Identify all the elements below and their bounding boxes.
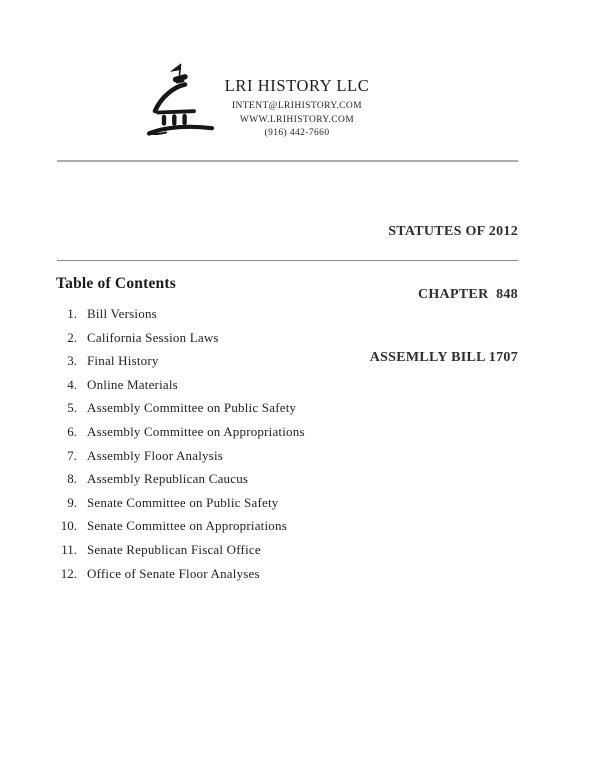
- toc-item-label: Senate Committee on Appropriations: [87, 518, 287, 534]
- bill-line: ASSEMLLY BILL 1707: [369, 350, 518, 365]
- toc-item-label: Final History: [87, 353, 159, 369]
- toc-list: [56, 306, 476, 589]
- toc-item-number: 12.: [60, 565, 77, 581]
- chapter-line: CHAPTER 848: [417, 287, 518, 302]
- toc-item-label: Online Materials: [87, 376, 178, 392]
- toc-item-number: 2.: [67, 329, 77, 345]
- toc-item-number: 9.: [67, 494, 77, 510]
- toc-item: [56, 518, 476, 542]
- company-name: LRI HISTORY LLC: [224, 76, 370, 95]
- toc-item-label: Senate Republican Fiscal Office: [87, 541, 261, 557]
- toc-item: [56, 377, 476, 401]
- toc-item: [56, 448, 476, 472]
- toc-item: [56, 330, 476, 354]
- toc-item-label: Assembly Floor Analysis: [87, 447, 224, 463]
- toc-item-label: Senate Committee on Public Safety: [87, 494, 279, 510]
- toc-item: [56, 566, 476, 590]
- toc-item-number: 7.: [67, 447, 77, 463]
- toc-item-label: Office of Senate Floor Analyses: [87, 565, 260, 581]
- toc-item: [56, 306, 476, 330]
- toc-item: [56, 471, 476, 495]
- company-email: INTENT@LRIHISTORY.COM: [231, 101, 362, 111]
- toc-item-number: 5.: [67, 400, 77, 416]
- company-phone: (916) 442-7660: [264, 128, 330, 138]
- toc-item-label: Bill Versions: [87, 306, 157, 321]
- toc-item-label: Assembly Republican Caucus: [87, 471, 249, 487]
- toc-item-label: Assembly Committee on Appropriations: [87, 423, 305, 439]
- toc-item-label: Assembly Committee on Public Safety: [87, 400, 297, 416]
- toc-item: [56, 353, 476, 377]
- statutes-line: STATUTES OF 2012: [388, 224, 518, 239]
- toc-item-number: 1.: [67, 306, 77, 321]
- toc-item: [56, 542, 476, 566]
- company-website: WWW.LRIHISTORY.COM: [239, 115, 355, 125]
- toc-item-label: California Session Laws: [87, 329, 219, 345]
- toc-item: [56, 400, 476, 424]
- toc-item-number: 8.: [67, 471, 77, 487]
- toc-item-number: 6.: [67, 423, 77, 439]
- toc-item-number: 11.: [61, 541, 77, 557]
- toc-item: [56, 495, 476, 519]
- toc-item-number: 10.: [60, 518, 77, 534]
- toc-item-number: 4.: [67, 376, 77, 392]
- toc-item: [56, 424, 476, 448]
- toc-item-number: 3.: [67, 353, 77, 369]
- divider-bottom: [57, 260, 518, 261]
- toc-title: Table of Contents: [56, 275, 176, 292]
- divider-top: [57, 160, 518, 162]
